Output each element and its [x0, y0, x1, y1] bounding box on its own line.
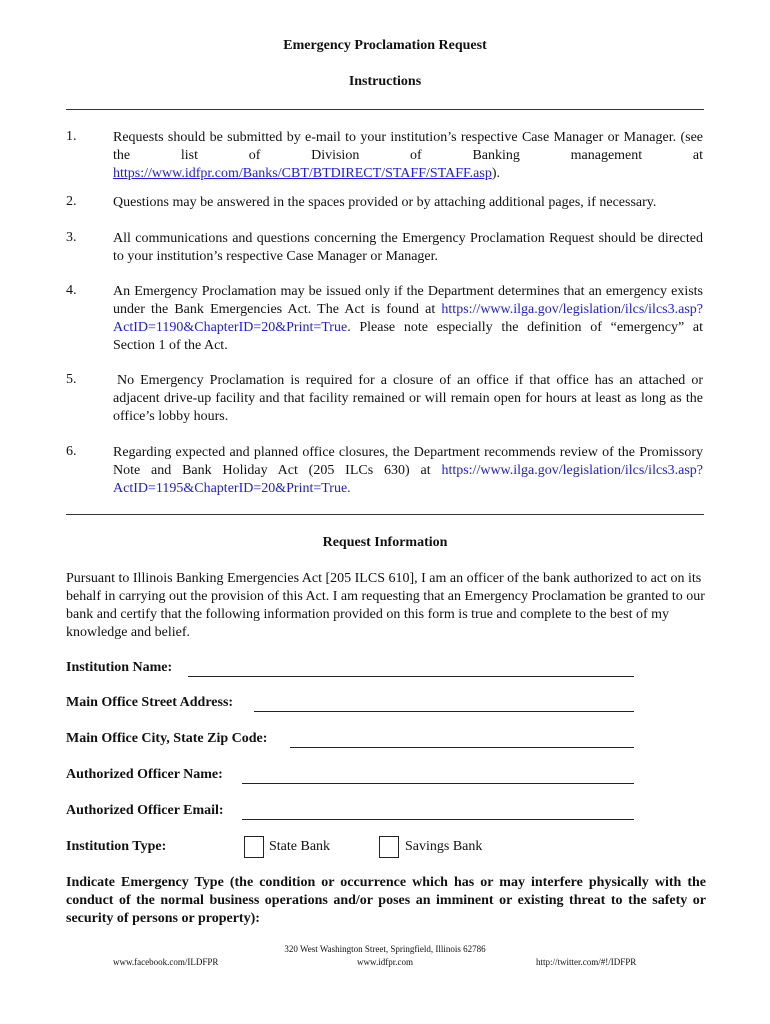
- institution-name-label: Institution Name:: [66, 660, 173, 675]
- instruction-4-tail: . Please note especially the definition of “emergency” at Section 1 of the Act.: [113, 320, 703, 353]
- instruction-1-text: Requests should be submitted by e-mail to your institution’s respective Case Manager or Manager. (see the list of Division of Banking management at: [113, 130, 703, 163]
- twitter-link[interactable]: http://twitter.com/#!/IDFPR: [536, 957, 637, 967]
- instruction-5: No Emergency Proclamation is required for a closure of an office if that office has an attached or adjacent drive-up facility and that facility remained or will remain open for hours at least as long as the office’s lobby hours.: [113, 373, 703, 424]
- instruction-number-1: 1.: [66, 129, 77, 144]
- certification-statement: Pursuant to Illinois Banking Emergencies Act [205 ILCS 610], I am an officer of the bank authorized to act on its behalf in carrying out the provision of this Act. I am requesting that an Emergency Proclamation be granted to our bank and certify that the following information provided on this form is true and complete to the best of my knowledge and belief.: [66, 571, 705, 640]
- state-bank-label: State Bank: [269, 839, 331, 854]
- main-office-city-field[interactable]: [290, 733, 634, 748]
- instruction-6-text: Regarding expected and planned office closures, the Department recommends review of the Promissory Note and Bank Holiday Act (205 ILCs 630) at: [113, 445, 703, 478]
- main-office-street-field[interactable]: [254, 697, 634, 712]
- top-divider: [66, 109, 704, 110]
- officer-name-field[interactable]: [242, 769, 634, 784]
- bank-holiday-act-link[interactable]: https://www.ilga.gov/legislation/ilcs/ilcs3.asp?ActID=1195&ChapterID=20&Print=True.: [113, 463, 704, 496]
- main-office-city-label: Main Office City, State Zip Code:: [66, 731, 268, 746]
- officer-name-label: Authorized Officer Name:: [66, 767, 223, 782]
- request-information-heading: Request Information: [322, 535, 448, 550]
- instruction-3: All communications and questions concerning the Emergency Proclamation Request should be directed to your institution’s respective Case Manager or Manager.: [113, 231, 703, 264]
- officer-email-field[interactable]: [242, 805, 634, 820]
- savings-bank-checkbox[interactable]: [379, 836, 399, 858]
- instruction-1: [113, 129, 703, 183]
- instruction-6: [113, 444, 703, 498]
- instruction-number-5: 5.: [66, 372, 77, 387]
- state-bank-checkbox[interactable]: [244, 836, 264, 858]
- instruction-1-tail: ).: [491, 166, 500, 181]
- institution-type-label: Institution Type:: [66, 839, 167, 854]
- instructions-heading: Instructions: [348, 74, 422, 89]
- facebook-link[interactable]: www.facebook.com/ILDFPR: [113, 957, 219, 967]
- institution-name-field[interactable]: [188, 662, 634, 677]
- instruction-2: Questions may be answered in the spaces provided or by attaching additional pages, if necessary.: [113, 195, 657, 210]
- instruction-number-3: 3.: [66, 230, 77, 245]
- main-office-street-label: Main Office Street Address:: [66, 695, 234, 710]
- footer-address: 320 West Washington Street, Springfield, Illinois 62786: [284, 944, 486, 954]
- bank-emergencies-act-link[interactable]: https://www.ilga.gov/legislation/ilcs/ilcs3.asp?ActID=1190&ChapterID=20&Print=True: [113, 302, 703, 335]
- staff-list-link[interactable]: https://www.idfpr.com/Banks/CBT/BTDIRECT/STAFF/STAFF.asp: [113, 166, 492, 181]
- middle-divider: [66, 514, 704, 515]
- instruction-4-text: An Emergency Proclamation may be issued only if the Department determines that an emergency exists under the Bank Emergencies Act. The Act is found at: [113, 284, 703, 317]
- instruction-number-2: 2.: [66, 194, 77, 209]
- instruction-4: [113, 283, 703, 355]
- savings-bank-label: Savings Bank: [405, 839, 483, 854]
- document-title: Emergency Proclamation Request: [283, 38, 487, 53]
- officer-email-label: Authorized Officer Email:: [66, 803, 224, 818]
- emergency-type-prompt: Indicate Emergency Type (the condition or occurrence which has or may interfere physically with the conduct of the normal business operations and/or poses an imminent or existing threat to the safety or security of persons or property):: [66, 875, 706, 926]
- website-link[interactable]: www.idfpr.com: [357, 957, 413, 967]
- instruction-number-6: 6.: [66, 444, 77, 459]
- instruction-number-4: 4.: [66, 283, 77, 298]
